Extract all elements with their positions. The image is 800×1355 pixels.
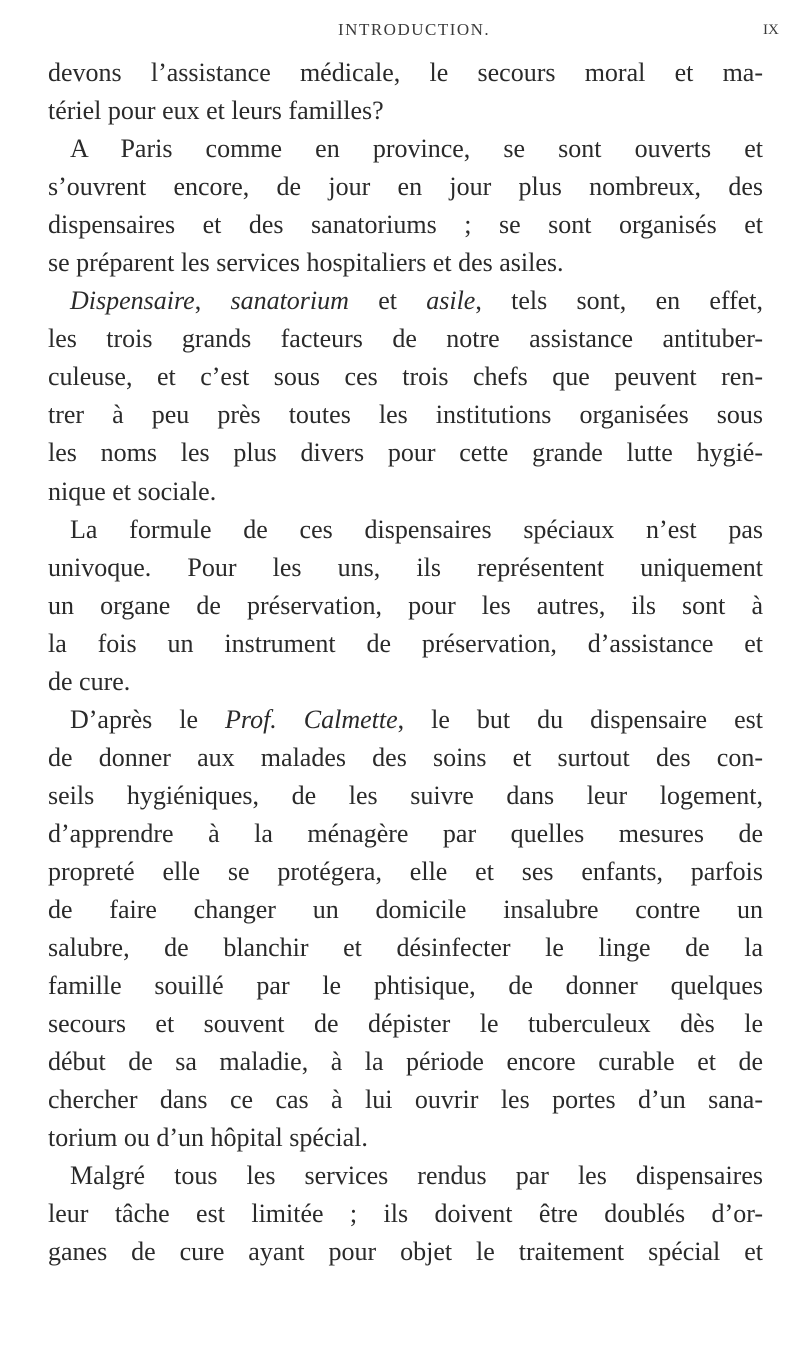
text-segment: la fois un instrument de préservation, d’assistance et: [48, 628, 763, 658]
text-line: [48, 1119, 763, 1157]
text-segment: devons l’assistance médicale, le secours moral et ma-: [48, 58, 763, 87]
text-line: [48, 663, 763, 701]
text-segment: famille souillé par le phtisique, de donner quelques: [48, 971, 763, 1001]
italic-text: Dispensaire: [70, 286, 195, 316]
text-segment: les trois grands facteurs de notre assistance antituber-: [48, 324, 763, 354]
text-line: [48, 777, 763, 815]
text-segment: Malgré tous les services rendus par les dispensaires: [70, 1161, 763, 1191]
text-segment: leur tâche est limitée ; ils doivent être doublés d’or-: [48, 1199, 763, 1229]
page-number: IX: [763, 22, 779, 38]
text-line: [48, 967, 763, 1005]
text-line: [48, 1043, 763, 1081]
text-line: [48, 1195, 763, 1233]
text-line: [48, 511, 763, 549]
text-segment: dispensaires et des sanatoriums ; se sont organisés et: [48, 210, 763, 240]
text-line: [48, 358, 763, 396]
text-line: [48, 1233, 763, 1271]
italic-text: asile: [426, 286, 476, 316]
text-segment: secours et souvent de dépister le tuberculeux dès le: [48, 1009, 763, 1039]
text-line: [48, 473, 763, 511]
body-text: [48, 54, 763, 1272]
text-line: [48, 739, 763, 777]
text-line: [48, 282, 763, 320]
text-segment: de donner aux malades des soins et surtout des con-: [48, 742, 763, 772]
text-line: [48, 130, 763, 168]
text-segment: début de sa maladie, à la période encore curable et de: [48, 1047, 763, 1077]
text-line: [48, 168, 763, 206]
text-line: [48, 815, 763, 853]
text-line: [48, 587, 763, 625]
text-line: [48, 244, 763, 282]
text-line: [48, 853, 763, 891]
text-line: [48, 625, 763, 663]
text-segment: d’apprendre à la ménagère par quelles mesures de: [48, 818, 763, 848]
text-segment: seils hygiéniques, de les suivre dans leur logement,: [48, 780, 763, 810]
text-segment: les noms les plus divers pour cette grande lutte hygié-: [48, 438, 763, 468]
text-line: [48, 396, 763, 434]
italic-text: Prof. Calmette: [225, 704, 398, 734]
text-segment: de cure.: [48, 666, 131, 696]
text-segment: s’ouvrent encore, de jour en jour plus nombreux, des: [48, 172, 763, 202]
text-line: [48, 1157, 763, 1195]
text-segment: trer à peu près toutes les institutions organisées sous: [48, 400, 763, 430]
text-line: [48, 206, 763, 244]
text-line: [48, 320, 763, 358]
text-segment: torium ou d’un hôpital spécial.: [48, 1123, 368, 1153]
text-line: [48, 434, 763, 472]
text-line: [48, 54, 763, 92]
text-line: [48, 549, 763, 587]
text-line: [48, 1005, 763, 1043]
text-segment: chercher dans ce cas à lui ouvrir les portes d’un sana-: [48, 1085, 763, 1115]
text-line: [48, 92, 763, 130]
text-line: [48, 701, 763, 739]
text-segment: ganes de cure ayant pour objet le traitement spécial et: [48, 1237, 763, 1267]
text-segment: un organe de préservation, pour les autres, ils sont à: [48, 590, 763, 620]
text-segment: , tels sont, en effet,: [475, 286, 763, 316]
text-segment: tériel pour eux et leurs familles?: [48, 96, 384, 126]
text-segment: propreté elle se protégera, elle et ses enfants, parfois: [48, 856, 763, 886]
text-segment: D’après le: [70, 704, 226, 734]
text-segment: A Paris comme en province, se sont ouverts et: [70, 134, 763, 164]
text-line: [48, 1081, 763, 1119]
text-segment: et: [348, 286, 427, 316]
chapter-title: INTRODUCTION.: [338, 20, 491, 39]
text-line: [48, 891, 763, 929]
text-segment: univoque. Pour les uns, ils représentent uniquement: [48, 552, 763, 582]
text-segment: culeuse, et c’est sous ces trois chefs que peuvent ren-: [48, 362, 763, 392]
text-segment: salubre, de blanchir et désinfecter le linge de la: [48, 933, 763, 963]
text-segment: ,: [194, 286, 231, 316]
text-segment: La formule de ces dispensaires spéciaux n’est pas: [70, 514, 763, 544]
italic-text: sanatorium: [230, 286, 349, 316]
text-segment: se préparent les services hospitaliers et des asiles.: [48, 248, 564, 278]
text-segment: nique et sociale.: [48, 476, 217, 506]
text-line: [48, 929, 763, 967]
text-segment: de faire changer un domicile insalubre contre un: [48, 895, 763, 925]
running-header: [0, 14, 800, 54]
text-segment: , le but du dispensaire est: [397, 704, 763, 734]
